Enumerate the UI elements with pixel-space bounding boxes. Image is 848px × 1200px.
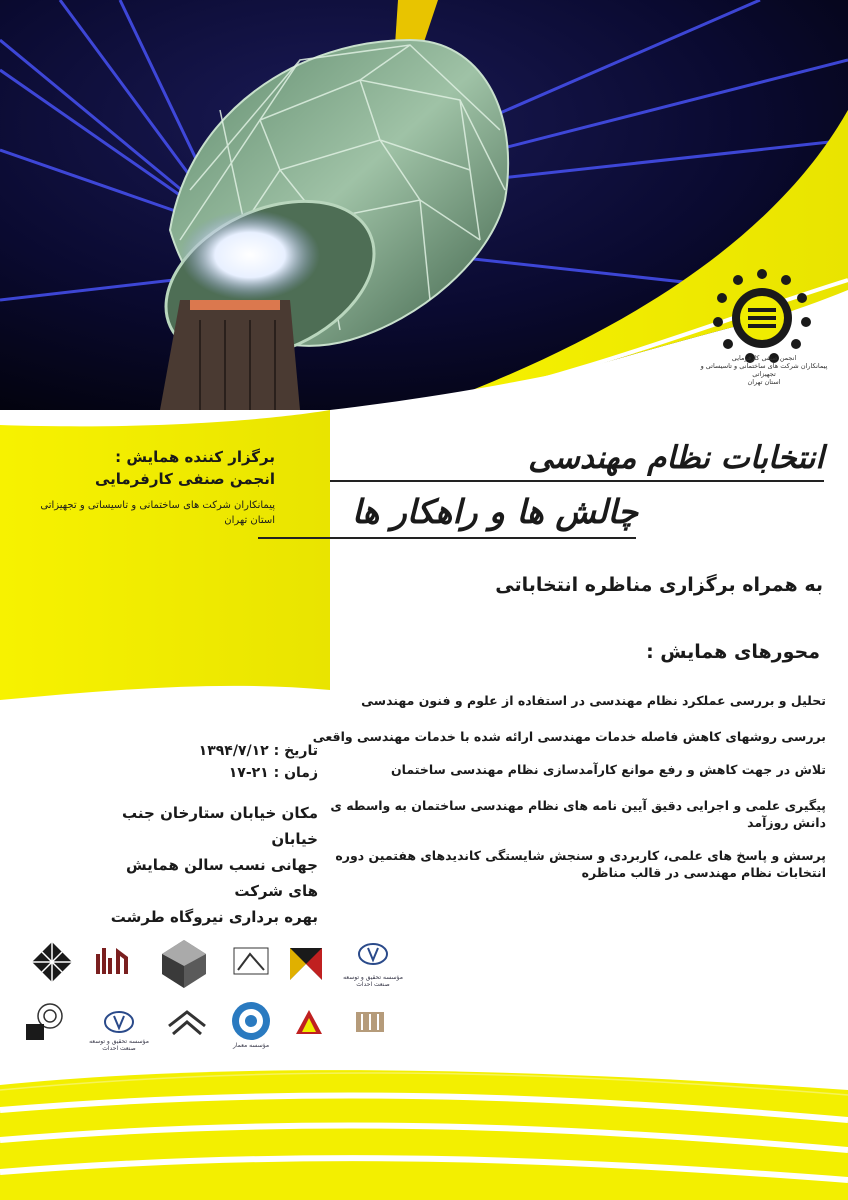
sponsor-logo-icon [98,1008,140,1038]
sponsor-logo-icon [165,1006,209,1042]
event-date: تاریخ : ۱۳۹۴/۷/۱۲ [198,743,318,759]
sponsor-logo-icon [350,942,396,972]
event-time: زمان : ۲۱-۱۷ [228,765,318,781]
sponsor-logo-icon [352,1006,388,1036]
title-underline [258,537,636,539]
title-underline [330,480,824,482]
organizer-details: استان تهران [224,515,275,526]
yellow-band-bottom-1 [0,1070,848,1200]
subtitle: به همراه برگزاری مناظره انتخاباتی [495,574,823,596]
association-caption-line: پیمانکاران شرکت های ساختمانی و تاسیساتی و تجهیزاتی [700,362,828,378]
sponsor-logo-icon [230,1000,272,1042]
axes-item: تلاش در جهت کاهش و رفع موانع کارآمدسازی نظام مهندسی ساختمان [391,762,826,777]
organizer-details: پیمانکاران شرکت های ساختمانی و تاسیساتی و تجهیزاتی [40,500,275,511]
association-caption-line: استان تهران [747,378,781,386]
axes-item: پرسش و پاسخ های علمی، کاربردی و سنجش شایستگی کاندیدهای هفتمین دوره انتخابات نظام مهندسی در قالب مناظره [335,848,826,880]
location-line: مکان خیابان ستارخان جنب خیابان [122,804,318,848]
axes-list [306,692,826,881]
axes-item: پیگیری علمی و اجرایی دقیق آیین نامه های نظام مهندسی ساختمان به واسطه ی دانش روزآمد [330,798,826,830]
association-caption [700,354,828,386]
tower-glow [180,210,320,300]
main-title-line2: چالش ها و راهکار ها [351,492,638,531]
sponsor-caption: مؤسسه تحقیق و توسعه صنعت احداث [89,1038,149,1052]
sponsor-logo-icon [160,938,208,990]
axes-item: بررسی روشهای کاهش فاصله خدمات مهندسی ارائه شده با خدمات مهندسی واقعی [312,729,826,744]
sponsor-caption: معمار [6,1030,26,1039]
main-title-line1: انتخابات نظام مهندسی [528,440,824,476]
sponsor-logo-icon [30,940,74,984]
sponsor-logo-icon [92,944,132,980]
event-info [118,740,318,784]
location-line: بهره برداری نیروگاه طرشت [110,908,318,926]
tower-shaft [160,300,300,410]
sponsor-caption: مؤسسه معمار [232,1042,270,1049]
organizer-heading: برگزار کننده همایش : [115,448,275,466]
sponsor-logo-icon [230,944,272,984]
organizer-name: انجمن صنفی کارفرمایی [94,470,275,488]
sponsor-logo-icon [286,944,326,984]
sponsor-logo-icon [292,1008,326,1038]
event-location [100,800,318,930]
sponsor-caption: مؤسسه تحقیق و توسعه صنعت احداث [343,974,403,988]
axes-item: تحلیل و بررسی عملکرد نظام مهندسی در استفاده از علوم و فنون مهندسی [361,693,826,708]
axes-heading: محورهای همایش : [646,641,820,663]
association-logo-icon [712,266,812,366]
location-line: جهانی نسب سالن همایش های شرکت [125,856,318,900]
association-caption-line: انجمن صنفی کارفرمایی [731,354,797,362]
